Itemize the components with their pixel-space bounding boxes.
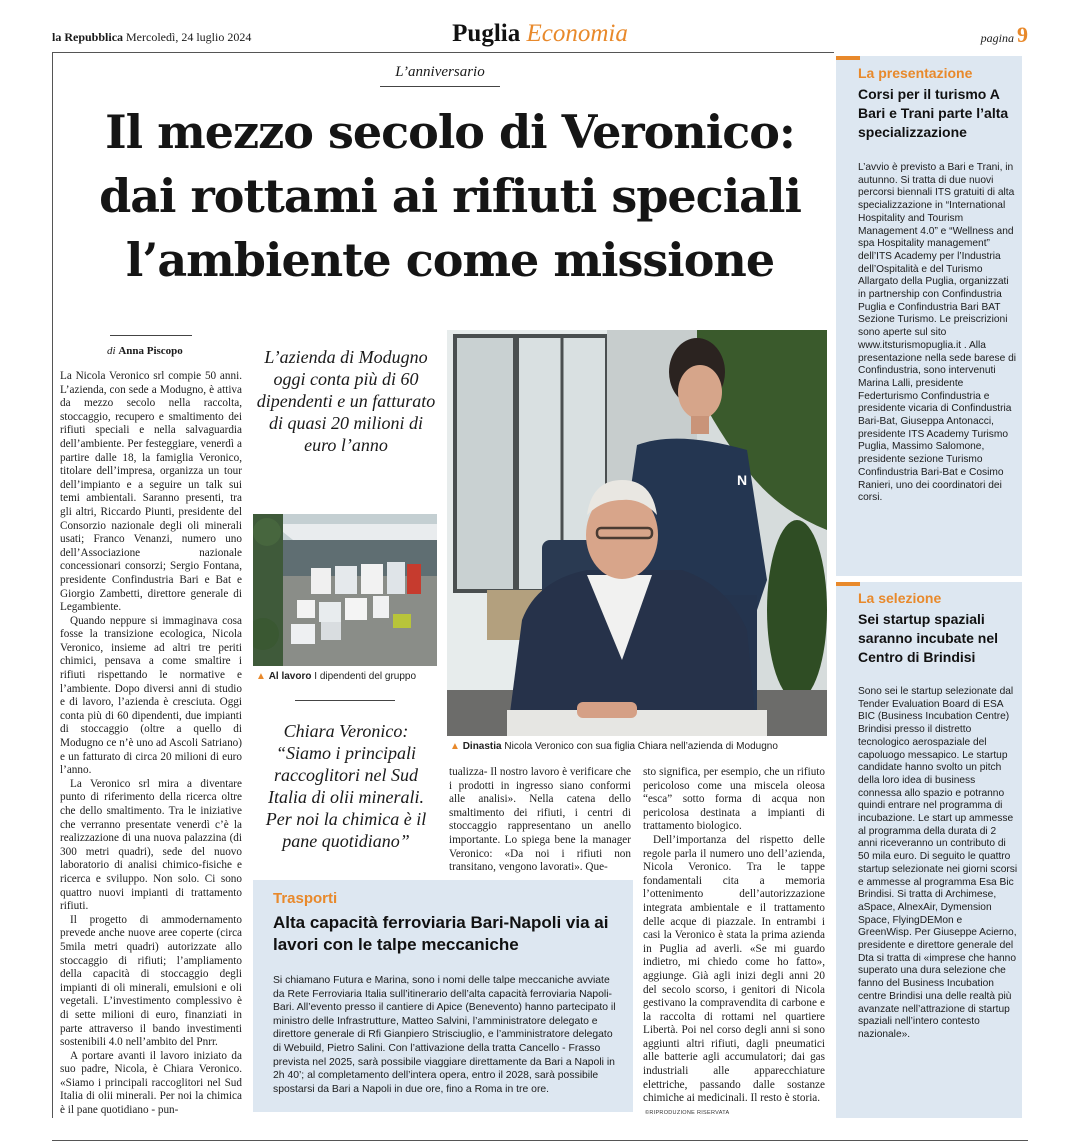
byline-author: Anna Piscopo bbox=[118, 345, 183, 357]
article-column-3 bbox=[643, 766, 825, 1106]
workers-caption bbox=[256, 671, 446, 682]
copyright-notice: ©RIPRODUZIONE RISERVATA bbox=[645, 1110, 730, 1116]
workers-photo-drawing bbox=[253, 514, 437, 666]
caption-text: I dipendenti del gruppo bbox=[314, 671, 417, 682]
box-accent-stripe bbox=[836, 56, 860, 60]
article-kicker: L’anniversario bbox=[395, 64, 485, 80]
article-headline bbox=[70, 100, 830, 292]
paragraph: sto significa, per esempio, che un rifiuto pericoloso come una miscela oleosa “esca” sotto forma di acqua non pericolosa destinata a impianti di trattamento biologico. bbox=[643, 766, 825, 833]
headline-line: l’ambiente come missione bbox=[125, 233, 775, 287]
family-photo-drawing bbox=[447, 330, 827, 736]
paragraph: A portare avanti il lavoro iniziato da suo padre, Nicola, è Chiara Veronico. «Siamo i principali raccoglitori nel Sud Italia di olii minerali. Per noi la chimica è il pane quotidiano - pun- bbox=[60, 1049, 242, 1117]
caption-bold: Al lavoro bbox=[268, 671, 312, 682]
box-body: L’avvio è previsto a Bari e Trani, in autunno. Si tratta di due nuovi percorsi biennali ITS gratuiti di alta specializzazione in “International Hospitality and Tourism Management 4.0” e “Wellness and spa Hospitality management” dell’ITS Academy per l’Industria dell’Ospitalità e del Turismo Allargato della Puglia, organizzati in partnership con Confindustria Puglia e Confindustria Bari BAT Sezione Turismo. Le preiscrizioni sono aperte sul sito www.itsturismopuglia.it . Alla presentazione nella sede barese di Confindustria, sono intervenuti Marina Lalli, presidente Federturismo Confindustria e presidente vicaria di Confindustria Bari-Bat, Giuseppa Antonacci, presidente ITS Academy Turismo Puglia, Massimo Salomone, presidente sezione Turismo Confindustria Bari-Bat e Cosimo Ranieri, uno dei coordinatori dei corsi. bbox=[858, 162, 1017, 504]
box-accent-stripe bbox=[836, 582, 860, 586]
box-tag: La selezione bbox=[858, 590, 942, 606]
box-body: Sono sei le startup selezionate dal Tender Evaluation Board di ESA BIC (Business Incubation Centre) Brindisi presso il distretto tecnologico aerospaziale del capoluogo messapico. Le startup candidate hanno svolto un pitch della loro idea di business connessa allo spazio e potranno quindi entrare nel programma di incubazione. Le start up ammesse al programma della durata di 2 anni riceveranno un contributo di 50 mila euro. Di seguito le quattro startup selezionate nei giorni scorsi e ammesse al programma Esa Bic Brindisi. Si tratta di Archimese, aSpace, AlnexAir, Dymension Space, FlyingDEMon e GreenWisp. Per Giuseppe Acierno, presidente e direttore generale del Dta si tratta di «imprese che hanno superato una dura selezione che fanno del Business Incubation centre Brindisi una delle realtà più avanzate nell’attrazione di startup spaziali nell’intero contesto nazionale». bbox=[858, 686, 1018, 1040]
paragraph: Quando neppure si immaginava cosa fosse la transizione ecologica, Nicola Veronico, insieme ad altri tre periti chimici, pensava a come smaltire i rifiuti rispettando le normative e l’ambiente. Dopo diversi anni di studio e di lavoro, l’azienda è cresciuta. Oggi conta più di 60 dipendenti, due impianti di stoccaggio (oltre a quello di Modugno ce n’è uno ad Ascoli Satriano) e un fatturato di circa 20 milioni di euro l’anno. bbox=[60, 614, 242, 777]
caption-bold: Dinastia bbox=[462, 741, 502, 752]
masthead bbox=[52, 18, 1028, 52]
paragraph: tualizza- Il nostro lavoro è verificare che i prodotti in ingresso siano conformi alle analisi». Nella catena dello smaltimento dei rifiuti, i centri di stoccaggio rappresentano un anello importante. Lo spiega bene la manager Veronico: «Da noi i rifiuti non transitano, vengono lavorati». Que- bbox=[449, 766, 632, 874]
svg-text:N: N bbox=[737, 472, 748, 488]
page-indicator bbox=[981, 22, 1028, 48]
box-headline: Sei startup spaziali saranno incubate nel Centro di Brindisi bbox=[858, 611, 999, 665]
family-photo bbox=[447, 330, 827, 736]
family-caption bbox=[450, 741, 830, 752]
section-name: Puglia bbox=[452, 20, 521, 47]
box-tag: La presentazione bbox=[858, 65, 973, 81]
article-column-2 bbox=[449, 766, 631, 875]
section-title bbox=[52, 20, 1028, 48]
paragraph: Il progetto di ammodernamento prevede anche nuove aree coperte (circa 5mila metri quadri) autorizzate allo stoccaggio di rifiuti; l’ampliamento della capacità di stoccaggio degli impianti di oli minerali, emulsioni e oli vegetali. L’investimento complessivo è di sette milioni di euro, finanziati in parte attraverso il bando investimenti sostenibili 4.0 nell’ambito del Pnrr. bbox=[60, 913, 242, 1049]
trasporti-tag: Trasporti bbox=[273, 890, 338, 907]
trasporti-headline: Alta capacità ferroviaria Bari-Napoli via ai lavori con le talpe meccaniche bbox=[273, 913, 609, 954]
issue-date: Mercoledì, 24 luglio 2024 bbox=[126, 30, 252, 44]
pullquote-rule bbox=[295, 700, 395, 701]
subsection-name: Economia bbox=[526, 20, 628, 47]
article-column-1 bbox=[60, 370, 242, 1118]
page-label: pagina bbox=[980, 31, 1014, 45]
workers-photo bbox=[253, 514, 437, 666]
page-number: 9 bbox=[1017, 22, 1028, 47]
headline-line: dai rottami ai rifiuti speciali bbox=[99, 169, 801, 223]
bottom-rule bbox=[52, 1140, 1028, 1141]
box-headline: Corsi per il turismo A Bari e Trani parte l’alta specializzazione bbox=[858, 86, 1009, 140]
paragraph: La Veronico srl mira a diventare punto di riferimento della ricerca oltre che dello smaltimento. Tra le iniziative che verranno presentate venerdì c’è la realizzazione di una nuova palazzina (di 300 metri quadri), sede del nuovo laboratorio di analisi chimico-fisiche e ricerca e sviluppo. Non solo. Ci sono quattro nuovi impianti di trattamento rifiuti. bbox=[60, 777, 242, 913]
byline-rule bbox=[110, 335, 192, 336]
trasporti-box bbox=[253, 880, 633, 1112]
byline bbox=[107, 345, 183, 357]
kicker-rule bbox=[380, 86, 500, 87]
caption-text: Nicola Veronico con sua figlia Chiara nell’azienda di Modugno bbox=[504, 741, 778, 752]
caption-triangle-icon: ▲ bbox=[450, 741, 460, 752]
paper-name: la Repubblica bbox=[52, 30, 124, 44]
caption-triangle-icon: ▲ bbox=[256, 671, 266, 682]
sidebar-box-presentazione bbox=[836, 56, 1022, 576]
pullquote-bottom: Chiara Veronico: “Siamo i principali raccoglitori nel Sud Italia di olii minerali. Per noi la chimica è il pane quotidiano” bbox=[265, 721, 427, 851]
paragraph: Dell’importanza del rispetto delle regole parla il numero uno dell’azienda, Nicola Veronico. Tra le tappe fondamentali cita a memoria l’ottenimento dell’autorizzazione integrata ambientale e il trattamento delle acque di piazzale. In entrambi i casi la Veronico è stata la prima azienda in Puglia ad averli. «Se mi guardo indietro, mi chiedo come ho fatto», aggiunge. Già agli inizi degli anni 20 del secolo scorso, i genitori di Nicola gestivano la compravendita di carbone e la raccolta di rottami nel quartiere Libertà. Poi nel corso degli anni si sono aggiunti altri rifiuti, dagli pneumatici alle batterie agli accumulatori; dai gas industriali alle apparecchiature elettriche, passando dalle sostanze chimiche ai medicinali. Il resto è storia. bbox=[643, 833, 825, 1105]
pullquote-top: L’azienda di Modugno oggi conta più di 60 dipendenti e un fatturato di quasi 20 milioni di euro l’anno bbox=[256, 347, 436, 455]
paragraph: La Nicola Veronico srl compie 50 anni. L’azienda, con sede a Modugno, è attiva da mezzo secolo nella raccolta, stoccaggio, recupero e smaltimento dei rifiuti speciali e nella salvaguardia dell’ambiente. Per festeggiare, venerdì a partire dalle 18, la famiglia Veronico, titolare dell’impresa, organizza un tour dell’impianto e a seguire un talk sui temi ambientali. Saranno presenti, tra gli altri, Riccardo Piunti, presidente del Consorzio nazionale degli oli minerali usati; Franco Venanzi, numero uno dell’Associazione nazionale concessionari consorzi; Sergio Fontana, presidente Confindustria Bari e Bat e Giorgio Zambetti, direttore generale di Legambiente. bbox=[60, 370, 242, 614]
trasporti-body: Si chiamano Futura e Marina, sono i nomi delle talpe meccaniche avviate da Rete Ferroviaria Italia sull’itinerario dell’alta capacità ferroviaria Napoli-Bari. All’evento presso il cantiere di Apice (Benevento) hanno partecipato il ministro delle Infrastrutture, Matteo Salvini, l’amministratore delegato e direttore generale di Rfi Gianpiero Strisciuglio, e l’amministratore delegato di Webuild, Pietro Salini. Con l’attivazione della tratta Cancello - Frasso prevista nel 2025, sarà possibile viaggiare direttamente da Bari a Napoli in 2h 40’; al completamento dell’intera opera, entro il 2028, sarà possibile spostarsi da Bari a Napoli in due ore, fino a Roma in tre ore. bbox=[273, 975, 616, 1095]
headline-line: Il mezzo secolo di Veronico: bbox=[105, 105, 795, 159]
sidebar-box-selezione bbox=[836, 582, 1022, 1118]
byline-prefix: di bbox=[107, 345, 116, 357]
